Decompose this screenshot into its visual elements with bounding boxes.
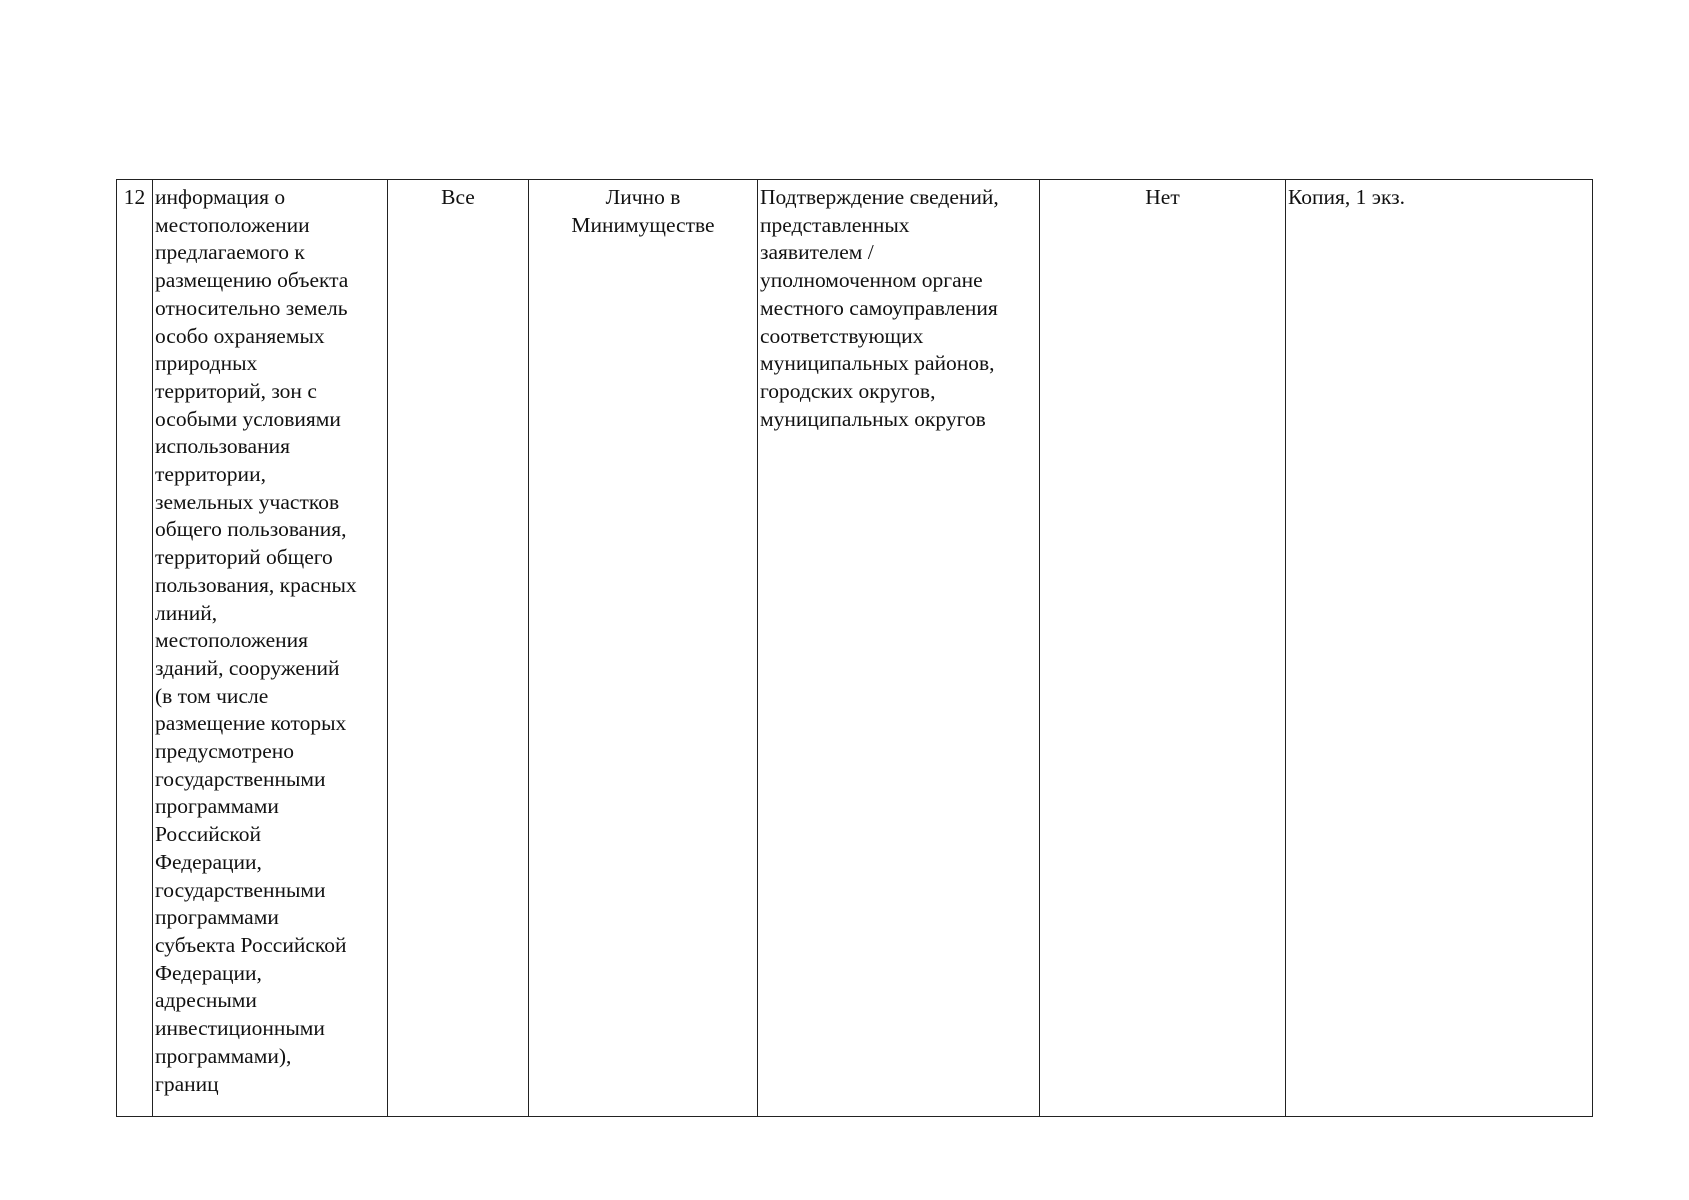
- submission-cell: [529, 180, 758, 1117]
- applicants-value: Все: [441, 185, 475, 209]
- required-cell: [1040, 180, 1286, 1117]
- applicants-cell: [388, 180, 529, 1117]
- row-number: 12: [123, 185, 146, 209]
- purpose-cell: [758, 180, 1040, 1117]
- submission-method: Лично в Минимуществе: [571, 185, 715, 237]
- table-row: [117, 180, 1593, 1117]
- row-number-cell: [117, 180, 153, 1117]
- form-cell: [1286, 180, 1593, 1117]
- form-value: Копия, 1 экз.: [1288, 185, 1406, 209]
- required-value: Нет: [1145, 185, 1180, 209]
- purpose-text: Подтверждение сведений, представленных заявителем / уполномоченном органе местного самоуправления соответствующих муниципальных районов, городских округов, муниципальных округов: [760, 185, 999, 431]
- document-description: информация о местоположении предлагаемого к размещению объекта относительно земель особо охраняемых природных территорий, зон с особыми условиями использования территории, земельных участков общего пользования, территорий общего пользования, красных линий, местоположения зданий, сооружений (в том числе размещение которых предусмотрено государственными программами Российской Федерации, государственными программами субъекта Российской Федерации, адресными инвестиционными программами), границ: [155, 185, 357, 1096]
- description-cell: [153, 180, 388, 1117]
- requirements-table: [116, 179, 1593, 1117]
